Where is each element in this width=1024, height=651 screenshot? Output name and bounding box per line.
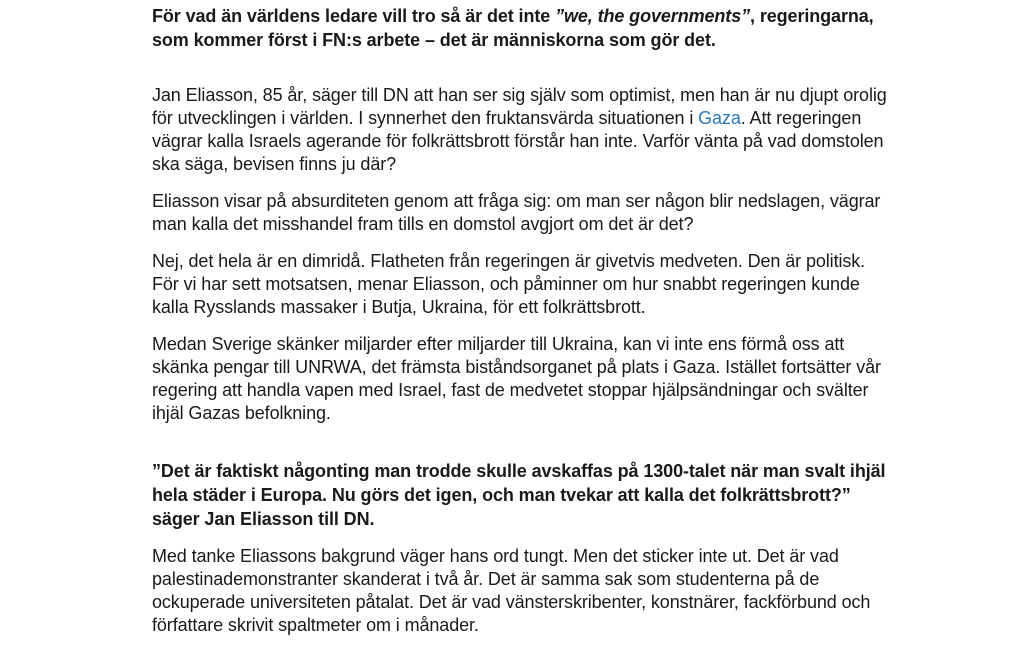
paragraph-3: Nej, det hela är en dimridå. Flatheten från regeringen är givetvis medveten. Den är politisk. För vi har sett motsatsen, menar Eliasson, och påminner om hur snabbt regeringen kunde kalla Rysslands massaker i Butja, Ukraina, för ett folkrättsbrott. (152, 251, 866, 317)
lead-text-end: , regeringarna, som kommer först i FN:s arbete – det är människorna som gör det. (152, 6, 874, 50)
paragraph-5: Med tanke Eliassons bakgrund väger hans ord tungt. Men det sticker inte ut. Det är vad palestinademonstranter skanderat i två år. Det är samma sak som studenterna på de ockuperade universiteten påtalat. Det är vad vänsterskribenter, konstnärer, fackförbund och författare skrivit spaltmeter om i månader. (152, 546, 871, 635)
paragraph-1-text-end: . Att regeringen vägrar kalla Israels agerande för folkrättsbrott förstår han inte. Varför vänta på vad domstolen ska säga, bevisen finns ju där? (152, 108, 884, 174)
gaza-link[interactable]: Gaza (698, 108, 741, 128)
article-body (152, 4, 892, 651)
paragraph-2: Eliasson visar på absurditeten genom att fråga sig: om man ser någon blir nedslagen, vägrar man kalla det misshandel fram tills en domstol avgjort om det är det? (152, 191, 881, 234)
lead-paragraph (152, 4, 892, 52)
pull-quote: ”Det är faktiskt någonting man trodde skulle avskaffas på 1300-talet när man svalt ihjäl hela städer i Europa. Nu görs det igen, och man tvekar att kalla det folkrättsbrott?” säger Jan Eliasson till DN. (152, 461, 886, 529)
lead-text-start: För vad än världens ledare vill tro så är det inte (152, 6, 556, 26)
paragraph-1-text-start: Jan Eliasson, 85 år, säger till DN att han ser sig själv som optimist, men han är nu djupt orolig för utvecklingen i världen. I synnerhet den fruktansvärda situationen i (152, 85, 887, 128)
paragraph-4: Medan Sverige skänker miljarder efter miljarder till Ukraina, kan vi inte ens förmå oss att skänka pengar till UNRWA, det främsta biståndsorganet på plats i Gaza. Istället fortsätter vår regering att handla vapen med Israel, fast de medvetet stoppar hjälpsändningar och svälter ihjäl Gazas befolkning. (152, 334, 881, 423)
paragraph-1 (152, 84, 892, 176)
lead-emphasis: ”we, the governments” (555, 6, 751, 26)
